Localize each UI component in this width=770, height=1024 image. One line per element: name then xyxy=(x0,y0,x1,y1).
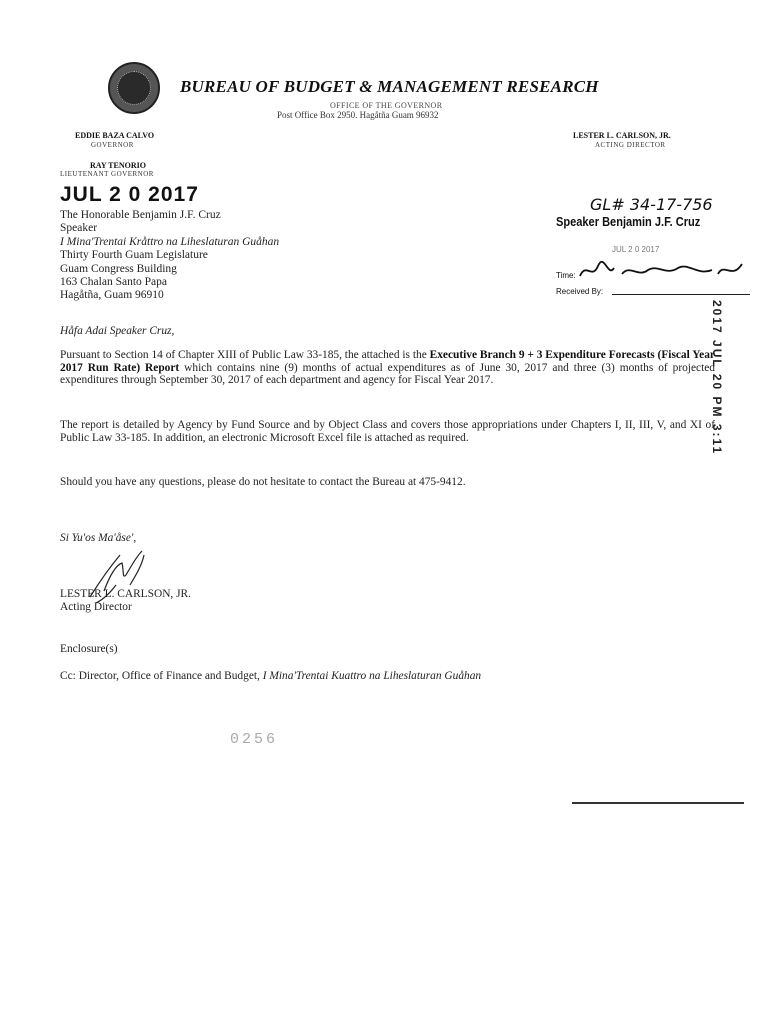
receipt-received-label: Received By: xyxy=(556,287,604,296)
bottom-rule xyxy=(572,802,744,804)
governor-name: EDDIE BAZA CALVO xyxy=(75,131,155,140)
recipient-line: 163 Chalan Santo Papa xyxy=(60,276,167,289)
paragraph-text: which contains nine (9) months of actual expenditures as of June 30, 2017 and three (3) months of projected expenditures through September 30, 2017 of each department and agency for Fiscal Year 2017. xyxy=(60,361,715,387)
letterhead-office: OFFICE OF THE GOVERNOR xyxy=(330,101,443,110)
lt-governor-title: LIEUTENANT GOVERNOR xyxy=(60,170,154,178)
letterhead-address: Post Office Box 2950. Hagåtña Guam 96932 xyxy=(277,110,439,120)
lt-governor-name: RAY TENORIO xyxy=(90,161,146,170)
body-paragraph-2: The report is detailed by Agency by Fund Source and by Object Class and covers those appropriations under Chapters I, II, III, V, and XI of Public Law 33-185. In addition, an electronic Microsoft Excel file is attached as required. xyxy=(60,419,715,444)
receipt-time-label: Time: xyxy=(556,271,576,280)
director-name: LESTER L. CARLSON, JR. xyxy=(573,131,671,140)
side-received-stamp: 2017 JUL 20 PM 3:11 xyxy=(710,300,724,456)
cc-legislature: I Mina'Trentai Kuattro na Liheslaturan Guåhan xyxy=(262,670,482,682)
signer-title: Acting Director xyxy=(60,601,132,613)
receipt-stamp-date: JUL 2 0 2017 xyxy=(612,245,660,254)
recipient-line: Thirty Fourth Guam Legislature xyxy=(60,249,208,262)
received-by-underline xyxy=(612,294,750,295)
recipient-line: Speaker xyxy=(60,222,98,235)
cc-line xyxy=(60,670,715,683)
enclosure-label: Enclosure(s) xyxy=(60,643,118,655)
receipt-stamp-title: Speaker Benjamin J.F. Cruz xyxy=(556,214,701,229)
page-number-stamp: 0256 xyxy=(230,731,279,748)
salutation: Håfa Adai Speaker Cruz, xyxy=(60,325,175,337)
director-title: ACTING DIRECTOR xyxy=(595,141,666,149)
time-handwriting-scribble xyxy=(578,258,748,282)
signer-name: LESTER L. CARLSON, JR. xyxy=(60,588,192,600)
paragraph-text: Pursuant to Section 14 of Chapter XIII of Public Law 33-185, the attached is the xyxy=(60,349,430,361)
date-stamp: JUL 2 0 2017 xyxy=(60,183,199,206)
report-title-bold: Executive Branch 9 + 3 Expenditure Forecasts (Fiscal Year 2017 Run Rate) Report xyxy=(60,349,715,374)
body-paragraph-3: Should you have any questions, please do not hesitate to contact the Bureau at 475-9412. xyxy=(60,476,466,488)
recipient-line: Guam Congress Building xyxy=(60,262,177,275)
cc-text: Director, Office of Finance and Budget, xyxy=(78,670,260,682)
letterhead-title: BUREAU OF BUDGET & MANAGEMENT RESEARCH xyxy=(180,77,599,96)
recipient-line: The Honorable Benjamin J.F. Cruz xyxy=(60,209,221,221)
recipient-line: Hagåtña, Guam 96910 xyxy=(60,289,164,302)
governor-title: GOVERNOR xyxy=(91,141,134,149)
handwritten-reference: GL# 34-17-756 xyxy=(590,195,713,214)
cc-label: Cc: xyxy=(60,670,76,682)
government-seal-icon xyxy=(108,62,160,114)
recipient-line: I Mina'Trentai Kråttro na Liheslaturan Guåhan xyxy=(60,235,280,248)
closing: Si Yu'os Ma'åse', xyxy=(60,532,137,544)
body-paragraph-1 xyxy=(60,349,715,387)
recipient-address xyxy=(60,209,279,303)
